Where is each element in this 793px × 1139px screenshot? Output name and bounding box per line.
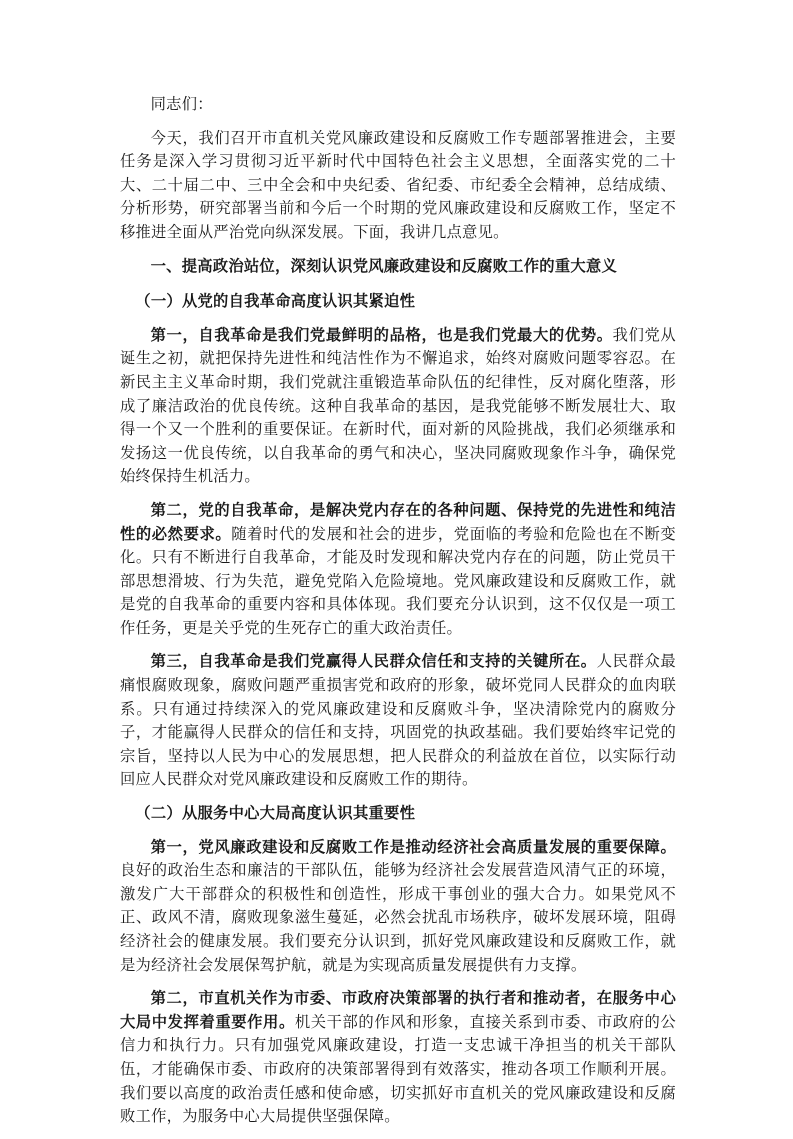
paragraph-lead: 第一，自我革命是我们党最鲜明的品格，也是我们党最大的优势。 [150, 325, 613, 344]
document-body [120, 93, 676, 1139]
subsection-heading-2: （二）从服务中心大局高度认识其重要性 [135, 804, 416, 823]
paragraph-sub2-1 [120, 836, 676, 978]
paragraph-lead: 第二，市直机关作为市委、市政府决策部署的执行者和推动者，在服务中心大局中发挥着重要作用。 [120, 989, 676, 1031]
paragraph-sub1-2 [120, 499, 676, 641]
paragraph-sub1-1 [120, 324, 676, 489]
greeting: 同志们： [150, 95, 213, 113]
paragraph-sub1-3 [120, 650, 676, 792]
paragraph-body: 随着时代的发展和社会的进步，党面临的考验和危险也在不断变化。只有不断进行自我革命，才能及时发现和解决党内存在的问题，防止党员干部思想滑坡、行为失范，避免党陷入危险境地。党风廉政建设和反腐败工作，就是党的自我革命的重要内容和具体体现。我们要充分认识到，这不仅仅是一项工作任务，更是关乎党的生死存亡的重大政治责任。 [120, 524, 676, 637]
section-heading-1: 一、提高政治站位，深刻认识党风廉政建设和反腐败工作的重大意义 [150, 256, 618, 275]
paragraph-body: 我们党从诞生之初，就把保持先进性和纯洁性作为不懈追求，始终对腐败问题零容忍。在新民主主义革命时期，我们党就注重锻造革命队伍的纪律性，反对腐化堕落，形成了廉洁政治的优良传统。这种自我革命的基因，是我党能够不断发展壮大、取得一个又一个胜利的重要保证。在新时代，面对新的风险挑战，我们必须继承和发扬这一优良传统，以自我革命的勇气和决心，坚决同腐败现象作斗争，确保党始终保持生机活力。 [120, 325, 676, 486]
paragraph-body: 机关干部的作风和形象，直接关系到市委、市政府的公信力和执行力。只有加强党风廉政建设，打造一支忠诚干净担当的机关干部队伍，才能确保市委、市政府的决策部署得到有效落实，推动各项工作顺利开展。我们要以高度的政治责任感和使命感，切实抓好市直机关的党风廉政建设和反腐败工作，为服务中心大局提供坚强保障。 [120, 1012, 676, 1126]
paragraph-lead: 第一，党风廉政建设和反腐败工作是推动经济社会高质量发展的重要保障。 [150, 837, 676, 856]
paragraph-lead: 第二，党的自我革命，是解决党内存在的各种问题、保持党的先进性和纯洁性的必然要求。 [120, 500, 676, 543]
paragraph-body: 人民群众最痛恨腐败现象，腐败问题严重损害党和政府的形象，破坏党同人民群众的血肉联系。只有通过持续深入的党风廉政建设和反腐败斗争，坚决清除党内的腐败分子，才能赢得人民群众的信任和支持，巩固党的执政基础。我们要始终牢记党的宗旨，坚持以人民为中心的发展思想，把人民群众的利益放在首位，以实际行动回应人民群众对党风廉政建设和反腐败工作的期待。 [120, 652, 676, 789]
intro-paragraph: 今天，我们召开市直机关党风廉政建设和反腐败工作专题部署推进会，主要任务是深入学习贯彻习近平新时代中国特色社会主义思想，全面落实党的二十大、二十届二中、三中全会和中央纪委、省纪委、市纪委全会精神，总结成绩、分析形势，研究部署当前和今后一个时期的党风廉政建设和反腐败工作，坚定不移推进全面从严治党向纵深发展。下面，我讲几点意见。 [120, 128, 676, 241]
paragraph-body: 良好的政治生态和廉洁的干部队伍，能够为经济社会发展营造风清气正的环境，激发广大干部群众的积极性和创造性，形成干事创业的强大合力。如果党风不正、政风不清，腐败现象滋生蔓延，必然会扰乱市场秩序，破坏发展环境，阻碍经济社会的健康发展。我们要充分认识到，抓好党风廉政建设和反腐败工作，就是为经济社会发展保驾护航，就是为实现高质量发展提供有力支撑。 [120, 861, 676, 974]
subsection-heading-1: （一）从党的自我革命高度认识其紧迫性 [135, 292, 416, 311]
paragraph-sub2-2 [120, 987, 676, 1129]
paragraph-lead: 第三，自我革命是我们党赢得人民群众信任和支持的关键所在。 [150, 652, 597, 671]
